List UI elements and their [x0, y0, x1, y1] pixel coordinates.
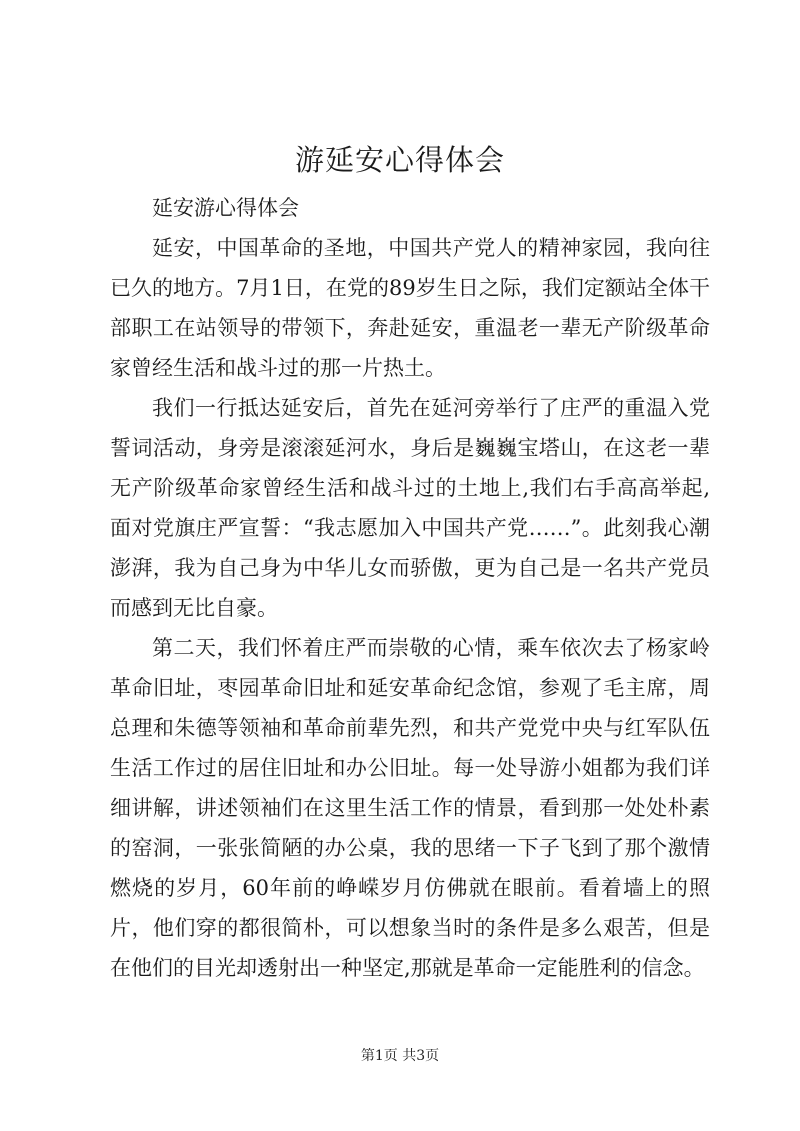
page-indicator: 第1页 共3页: [360, 1048, 440, 1064]
document-subtitle: 延安游心得体会: [152, 196, 299, 220]
document-body: [110, 188, 710, 988]
page-footer: [0, 1046, 800, 1066]
paragraph: 延安，中国革命的圣地，中国共产党人的精神家园，我向往已久的地方。7月1日，在党的89岁生日之际，我们定额站全体干部职工在站领导的带领下，奔赴延安，重温老一辈无产阶级革命家曾经生活和战斗过的那一片热土。: [110, 236, 710, 380]
paragraph: 我们一行抵达延安后，首先在延河旁举行了庄严的重温入党誓词活动，身旁是滚滚延河水，身后是巍巍宝塔山，在这老一辈无产阶级革命家曾经生活和战斗过的土地上,我们右手高高举起,面对党旗庄严宣誓：“我志愿加入中国共产党……”。此刻我心潮澎湃，我为自己身为中华儿女而骄傲，更为自己是一名共产党员而感到无比自豪。: [110, 396, 710, 620]
document-title: 游延安心得体会: [294, 143, 505, 177]
paragraph: 第二天，我们怀着庄严而崇敬的心情，乘车依次去了杨家岭革命旧址，枣园革命旧址和延安革命纪念馆，参观了毛主席，周总理和朱德等领袖和革命前辈先烈，和共产党党中央与红军队伍生活工作过的居住旧址和办公旧址。每一处导游小姐都为我们详细讲解，讲述领袖们在这里生活工作的情景，看到那一处处朴素的窑洞，一张张简陋的办公桌，我的思绪一下子飞到了那个激情燃烧的岁月，60年前的峥嵘岁月仿佛就在眼前。看着墙上的照片，他们穿的都很简朴，可以想象当时的条件是多么艰苦，但是在他们的目光却透射出一种坚定,那就是革命一定能胜利的信念。: [110, 636, 710, 980]
